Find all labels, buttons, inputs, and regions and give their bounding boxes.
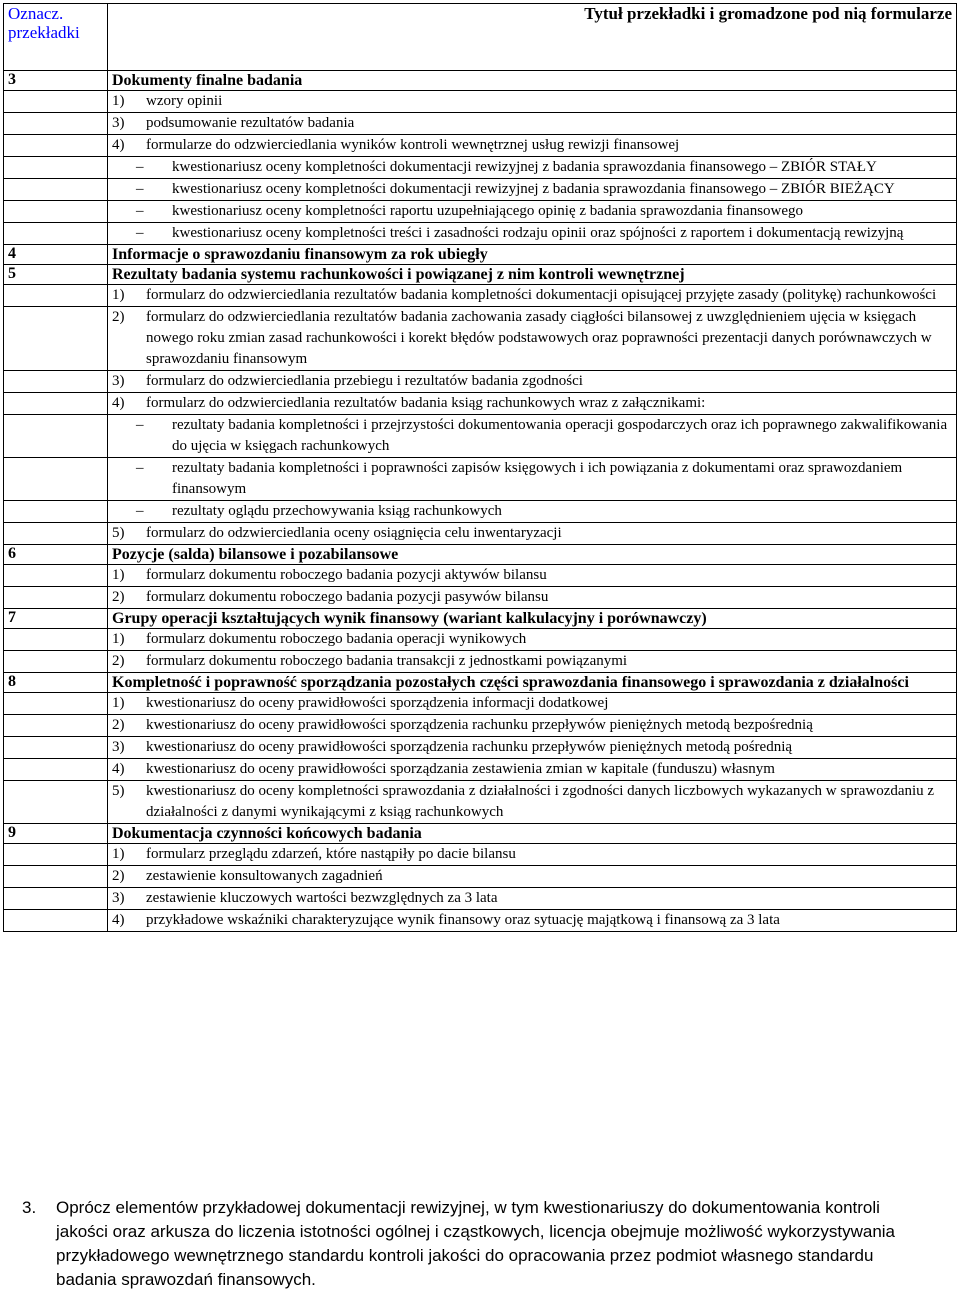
list-cell	[108, 888, 957, 910]
document-table	[3, 3, 957, 932]
item-number: 5)	[112, 783, 125, 799]
empty-cell	[4, 587, 108, 609]
list-item	[112, 737, 952, 758]
list-row	[4, 371, 957, 393]
item-number: 3)	[112, 115, 125, 131]
list-row	[4, 888, 957, 910]
item-number: 2)	[112, 589, 125, 605]
dash-item	[112, 179, 952, 200]
list-cell	[108, 565, 957, 587]
header-number-label: Oznacz. przekładki	[4, 4, 108, 71]
list-item	[112, 113, 952, 134]
section-title-row	[4, 545, 957, 565]
item-number: 1)	[112, 567, 125, 583]
empty-cell	[4, 781, 108, 824]
item-text: formularze do odzwierciedlania wyników kontroli wewnętrznej usług rewizji finansowej	[146, 137, 680, 153]
section-number: 9	[4, 824, 108, 844]
dash-bullet: –	[136, 159, 144, 175]
dash-bullet: –	[136, 460, 144, 476]
footnote-number: 3.	[22, 1198, 37, 1217]
empty-cell	[4, 759, 108, 781]
dash-item	[112, 157, 952, 178]
empty-cell	[4, 135, 108, 157]
dash-bullet: –	[136, 503, 144, 519]
list-row	[4, 91, 957, 113]
list-cell	[108, 651, 957, 673]
list-row	[4, 693, 957, 715]
list-cell	[108, 179, 957, 201]
item-text: kwestionariusz do oceny prawidłowości sporządzania zestawienia zmian w kapitale (funduszu) własnym	[146, 761, 775, 777]
empty-cell	[4, 91, 108, 113]
section-number: 7	[4, 609, 108, 629]
list-row	[4, 415, 957, 458]
dash-item	[112, 223, 952, 244]
item-number: 4)	[112, 137, 125, 153]
list-cell	[108, 91, 957, 113]
section-title: Dokumenty finalne badania	[108, 71, 957, 91]
list-item	[112, 587, 952, 608]
list-cell	[108, 135, 957, 157]
list-cell	[108, 113, 957, 135]
list-row	[4, 135, 957, 157]
list-item	[112, 844, 952, 865]
list-item	[112, 307, 952, 370]
list-cell	[108, 307, 957, 371]
empty-cell	[4, 113, 108, 135]
list-row	[4, 393, 957, 415]
section-number: 5	[4, 265, 108, 285]
list-row	[4, 565, 957, 587]
section-title: Rezultaty badania systemu rachunkowości i powiązanej z nim kontroli wewnętrznej	[108, 265, 957, 285]
empty-cell	[4, 888, 108, 910]
item-number: 2)	[112, 868, 125, 884]
list-item	[112, 629, 952, 650]
dash-bullet: –	[136, 181, 144, 197]
empty-cell	[4, 737, 108, 759]
item-number: 2)	[112, 653, 125, 669]
item-text: formularz do odzwierciedlania rezultatów badania ksiąg rachunkowych wraz z załącznikami:	[146, 395, 706, 411]
list-row	[4, 179, 957, 201]
list-cell	[108, 201, 957, 223]
item-text: zestawienie konsultowanych zagadnień	[146, 868, 383, 884]
list-row	[4, 307, 957, 371]
list-row	[4, 715, 957, 737]
list-cell	[108, 223, 957, 245]
section-title-row	[4, 245, 957, 265]
list-row	[4, 157, 957, 179]
dash-item	[112, 201, 952, 222]
dash-bullet: –	[136, 225, 144, 241]
empty-cell	[4, 415, 108, 458]
item-number: 4)	[112, 395, 125, 411]
empty-cell	[4, 693, 108, 715]
item-text: kwestionariusz do oceny prawidłowości sporządzenia informacji dodatkowej	[146, 695, 609, 711]
empty-cell	[4, 285, 108, 307]
item-number: 3)	[112, 890, 125, 906]
item-number: 1)	[112, 695, 125, 711]
footnote	[22, 1196, 922, 1292]
list-row	[4, 844, 957, 866]
list-row	[4, 866, 957, 888]
item-text: wzory opinii	[146, 93, 223, 109]
empty-cell	[4, 651, 108, 673]
item-number: 4)	[112, 761, 125, 777]
list-item	[112, 393, 952, 414]
list-item	[112, 888, 952, 909]
list-item	[112, 523, 952, 544]
item-number: 5)	[112, 525, 125, 541]
list-item	[112, 651, 952, 672]
empty-cell	[4, 307, 108, 371]
list-row	[4, 651, 957, 673]
list-item	[112, 759, 952, 780]
item-text: formularz do odzwierciedlania przebiegu i rezultatów badania zgodności	[146, 373, 583, 389]
item-number: 1)	[112, 846, 125, 862]
list-cell	[108, 910, 957, 932]
empty-cell	[4, 565, 108, 587]
section-title: Kompletność i poprawność sporządzania pozostałych części sprawozdania finansowego i sprawozdania z działalności	[108, 673, 957, 693]
footnote-text: Oprócz elementów przykładowej dokumentacji rewizyjnej, w tym kwestionariuszy do dokumentowania kontroli jakości oraz arkusza do liczenia istotności ogólnej i cząstkowych, licencja obejmuje możliwość wykorzystywania przykładowego wewnętrznego standardu kontroli jakości do opracowania przez podmiot własnego standardu badania sprawozdań finansowych.	[56, 1198, 896, 1289]
item-number: 4)	[112, 912, 125, 928]
item-number: 3)	[112, 739, 125, 755]
section-number: 6	[4, 545, 108, 565]
list-row	[4, 223, 957, 245]
header-title: Tytuł przekładki i gromadzone pod nią formularze	[108, 4, 957, 71]
list-cell	[108, 781, 957, 824]
list-cell	[108, 844, 957, 866]
list-cell	[108, 415, 957, 458]
list-item	[112, 910, 952, 931]
dash-text: rezultaty badania kompletności i poprawności zapisów księgowych i ich powiązania z dokumentami oraz sprawozdaniem finansowym	[172, 460, 903, 497]
item-text: kwestionariusz do oceny kompletności sprawozdania z działalności i zgodności danych liczbowych wykazanych w sprawozdaniu z działalności z danymi wynikającymi z ksiąg rachunkowych	[146, 783, 935, 820]
list-cell	[108, 759, 957, 781]
section-number: 4	[4, 245, 108, 265]
list-cell	[108, 587, 957, 609]
list-item	[112, 285, 952, 306]
dash-text: rezultaty badania kompletności i przejrzystości dokumentowania operacji gospodarczych oraz ich poprawnego zakwalifikowania do ujęcia w księgach rachunkowych	[172, 417, 948, 454]
list-cell	[108, 737, 957, 759]
item-number: 3)	[112, 373, 125, 389]
list-cell	[108, 629, 957, 651]
dash-text: kwestionariusz oceny kompletności raportu uzupełniającego opinię z badania sprawozdania finansowego	[172, 203, 804, 219]
section-title: Informacje o sprawozdaniu finansowym za rok ubiegły	[108, 245, 957, 265]
list-row	[4, 737, 957, 759]
dash-text: kwestionariusz oceny kompletności treści i zasadności rodzaju opinii oraz spójności z raportem i dokumentacją rewizyjną	[172, 225, 904, 241]
empty-cell	[4, 866, 108, 888]
item-text: formularz do odzwierciedlania rezultatów badania kompletności dokumentacji opisującej przyjęte zasady (politykę) rachunkowości	[146, 287, 937, 303]
list-row	[4, 201, 957, 223]
item-text: formularz dokumentu roboczego badania pozycji aktywów bilansu	[146, 567, 547, 583]
item-text: przykładowe wskaźniki charakteryzujące wynik finansowy oraz sytuację majątkową i finansową za 3 lata	[146, 912, 780, 928]
list-cell	[108, 371, 957, 393]
list-item	[112, 781, 952, 823]
empty-cell	[4, 715, 108, 737]
item-text: kwestionariusz do oceny prawidłowości sporządzenia rachunku przepływów pieniężnych metodą bezpośrednią	[146, 717, 813, 733]
item-text: formularz do odzwierciedlania oceny osiągnięcia celu inwentaryzacji	[146, 525, 562, 541]
list-item	[112, 565, 952, 586]
list-row	[4, 629, 957, 651]
list-cell	[108, 866, 957, 888]
section-number: 3	[4, 71, 108, 91]
list-row	[4, 781, 957, 824]
dash-text: kwestionariusz oceny kompletności dokumentacji rewizyjnej z badania sprawozdania finansowego – ZBIÓR BIEŻĄCY	[172, 181, 895, 197]
list-item	[112, 715, 952, 736]
item-text: kwestionariusz do oceny prawidłowości sporządzenia rachunku przepływów pieniężnych metodą pośrednią	[146, 739, 793, 755]
empty-cell	[4, 501, 108, 523]
dash-bullet: –	[136, 203, 144, 219]
empty-cell	[4, 223, 108, 245]
empty-cell	[4, 393, 108, 415]
empty-cell	[4, 910, 108, 932]
list-row	[4, 458, 957, 501]
list-item	[112, 371, 952, 392]
empty-cell	[4, 201, 108, 223]
item-text: formularz dokumentu roboczego badania operacji wynikowych	[146, 631, 527, 647]
list-row	[4, 523, 957, 545]
header-row	[4, 4, 957, 71]
list-cell	[108, 393, 957, 415]
list-cell	[108, 715, 957, 737]
dash-text: rezultaty oglądu przechowywania ksiąg rachunkowych	[172, 503, 502, 519]
section-title-row	[4, 673, 957, 693]
list-item	[112, 135, 952, 156]
item-number: 2)	[112, 309, 125, 325]
section-title-row	[4, 71, 957, 91]
section-title-row	[4, 824, 957, 844]
empty-cell	[4, 458, 108, 501]
dash-item	[112, 415, 952, 457]
item-text: formularz dokumentu roboczego badania pozycji pasywów bilansu	[146, 589, 549, 605]
item-number: 1)	[112, 287, 125, 303]
dash-item	[112, 458, 952, 500]
section-title: Dokumentacja czynności końcowych badania	[108, 824, 957, 844]
item-number: 2)	[112, 717, 125, 733]
empty-cell	[4, 629, 108, 651]
item-text: formularz dokumentu roboczego badania transakcji z jednostkami powiązanymi	[146, 653, 628, 669]
section-number: 8	[4, 673, 108, 693]
list-row	[4, 113, 957, 135]
list-cell	[108, 458, 957, 501]
list-row	[4, 587, 957, 609]
empty-cell	[4, 371, 108, 393]
list-item	[112, 91, 952, 112]
list-cell	[108, 157, 957, 179]
item-text: podsumowanie rezultatów badania	[146, 115, 355, 131]
dash-bullet: –	[136, 417, 144, 433]
section-title-row	[4, 265, 957, 285]
item-text: formularz przeglądu zdarzeń, które nastąpiły po dacie bilansu	[146, 846, 516, 862]
item-text: zestawienie kluczowych wartości bezwzględnych za 3 lata	[146, 890, 498, 906]
list-cell	[108, 693, 957, 715]
list-row	[4, 910, 957, 932]
empty-cell	[4, 157, 108, 179]
dash-item	[112, 501, 952, 522]
item-number: 1)	[112, 93, 125, 109]
section-title: Pozycje (salda) bilansowe i pozabilansowe	[108, 545, 957, 565]
list-row	[4, 759, 957, 781]
list-item	[112, 693, 952, 714]
item-text: formularz do odzwierciedlania rezultatów badania zachowania zasady ciągłości bilansowej z uwzględnieniem ujęcia w księgach nowego roku zmian zasad rachunkowości i korekt błędów podstawowych oraz poprawności prezentacji danych porównawczych w sprawozdaniu finansowym	[146, 309, 932, 367]
list-row	[4, 501, 957, 523]
list-cell	[108, 285, 957, 307]
list-item	[112, 866, 952, 887]
list-cell	[108, 523, 957, 545]
section-title: Grupy operacji kształtujących wynik finansowy (wariant kalkulacyjny i porównawczy)	[108, 609, 957, 629]
section-title-row	[4, 609, 957, 629]
item-number: 1)	[112, 631, 125, 647]
list-row	[4, 285, 957, 307]
empty-cell	[4, 844, 108, 866]
list-cell	[108, 501, 957, 523]
empty-cell	[4, 523, 108, 545]
empty-cell	[4, 179, 108, 201]
dash-text: kwestionariusz oceny kompletności dokumentacji rewizyjnej z badania sprawozdania finansowego – ZBIÓR STAŁY	[172, 159, 877, 175]
